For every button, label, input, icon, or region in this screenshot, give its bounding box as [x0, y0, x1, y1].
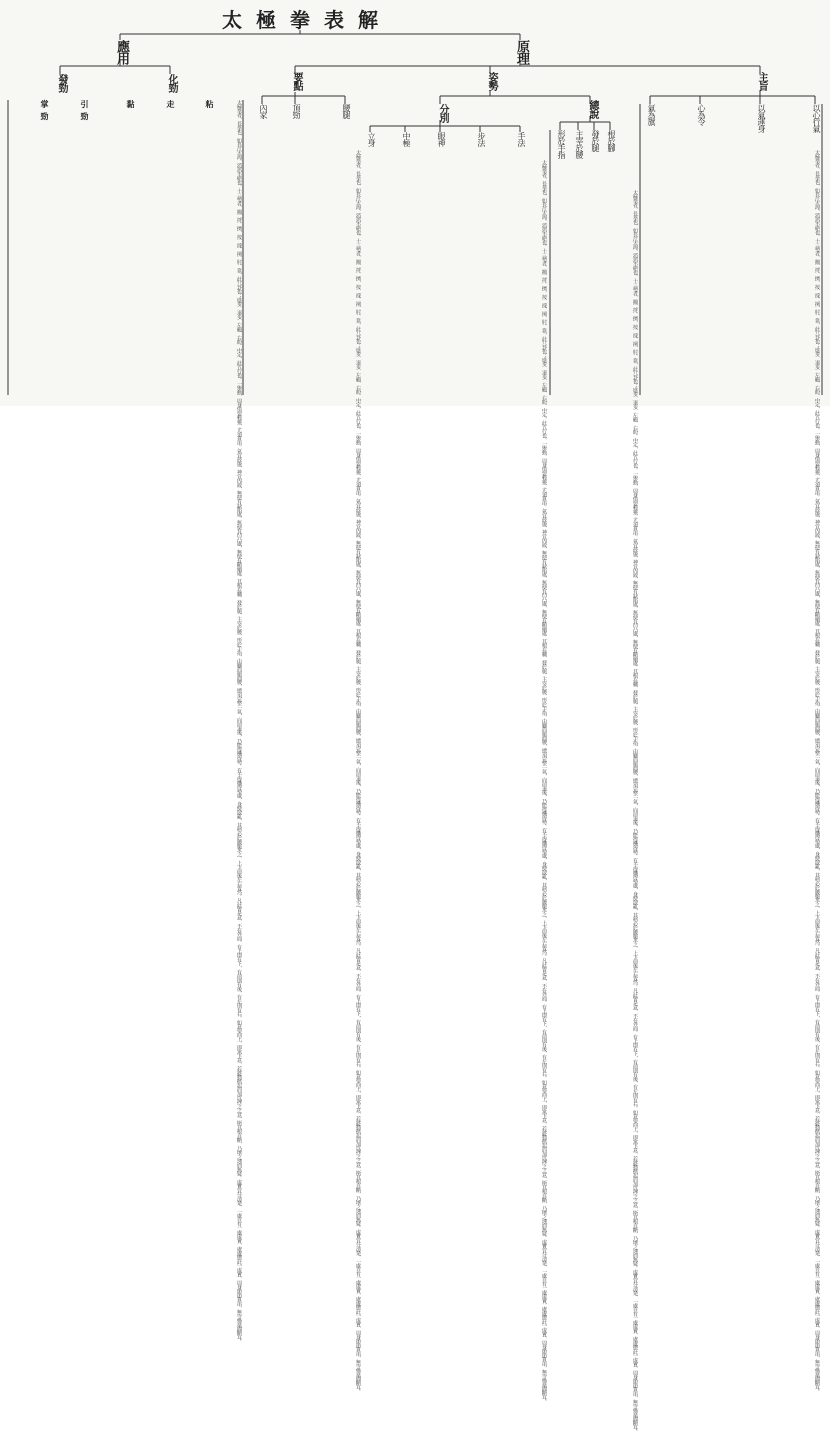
node-fenbie-1: 手法 [517, 132, 526, 146]
node-fenbie-2: 步法 [477, 132, 486, 146]
node-fajin: 發勁 [56, 74, 67, 92]
node-zongshuo-2: 發於腿 [591, 130, 600, 151]
node-fenbie-5: 立身 [367, 132, 376, 146]
body-text-zongshuo: 太極拳者，長拳也，如長江大海，滔滔不絕也。十三勢者，掤、捋、擠、按、採、挒、肘、靠，此八卦也；進步、退步、左顧、右盼、中定，此五行也。一舉動，周身俱要輕靈，尤須貫串。氣宜鼓盪，神宜內斂，無使有缺陷處，無使有凹凸處，無使有斷續處。其根在腳，發於腿，主宰於腰，形於手指，由腳而腿而腰，總須完整一氣，向前退後，乃能得機得勢。有不得機得勢處，身便散亂，其病必於腰腿求之，上下前後左右皆然。凡此皆是意，不在外面。有上即有下，有前則有後，有左則有右。如意要向上，即寓下意，若將物掀起而加以挫之之意，斯其根自斷，乃壞之速而無疑。虛實宜分清楚，一處自有一處虛實，處處總此一虛實，周身節節貫串，無令絲毫間斷耳。 [632, 190, 638, 1433]
node-fenbie-4: 中極 [402, 132, 411, 146]
node-yingyong: 應用 [114, 40, 129, 64]
node-zongshuo-1: 根於腳 [607, 130, 616, 151]
node-zhuzhi-3: 心為令 [697, 104, 706, 125]
body-text-zhuzhi: 太極拳者，長拳也，如長江大海，滔滔不絕也。十三勢者，掤、捋、擠、按、採、挒、肘、靠，此八卦也；進步、退步、左顧、右盼、中定，此五行也。一舉動，周身俱要輕靈，尤須貫串。氣宜鼓盪，神宜內斂，無使有缺陷處，無使有凹凸處，無使有斷續處。其根在腳，發於腿，主宰於腰，形於手指，由腳而腿而腰，總須完整一氣，向前退後，乃能得機得勢。有不得機得勢處，身便散亂，其病必於腰腿求之，上下前後左右皆然。凡此皆是意，不在外面。有上即有下，有前則有後，有左則有右。如意要向上，即寓下意，若將物掀起而加以挫之之意，斯其根自斷，乃壞之速而無疑。虛實宜分清楚，一處自有一處虛實，處處總此一虛實，周身節節貫串，無令絲毫間斷耳。 [814, 150, 820, 1394]
label-zou: 走 [166, 100, 176, 107]
node-yuanli: 原理 [514, 40, 529, 64]
label-nian: 粘 [205, 100, 215, 107]
node-huajin: 化勁 [166, 74, 177, 92]
diagram-title: 太極拳表解 [222, 8, 392, 32]
node-yaodian-2: 頂勁 [292, 104, 301, 118]
node-zishi: 姿勢 [486, 72, 497, 90]
node-zhuzhi-2: 以氣運身 [757, 104, 766, 132]
node-yaodian-3: 腰腿 [342, 104, 351, 118]
node-zongshuo-4: 形於手指 [557, 130, 566, 158]
label-jin-2: 勁 [80, 112, 90, 119]
label-jin-1: 勁 [40, 112, 50, 119]
label-zhang: 掌 [40, 100, 50, 107]
body-text-yaodian: 太極拳者，長拳也，如長江大海，滔滔不絕也。十三勢者，掤、捋、擠、按、採、挒、肘、靠，此八卦也；進步、退步、左顧、右盼、中定，此五行也。一舉動，周身俱要輕靈，尤須貫串。氣宜鼓盪，神宜內斂，無使有缺陷處，無使有凹凸處，無使有斷續處。其根在腳，發於腿，主宰於腰，形於手指，由腳而腿而腰，總須完整一氣，向前退後，乃能得機得勢。有不得機得勢處，身便散亂，其病必於腰腿求之，上下前後左右皆然。凡此皆是意，不在外面。有上即有下，有前則有後，有左則有右。如意要向上，即寓下意，若將物掀起而加以挫之之意，斯其根自斷，乃壞之速而無疑。虛實宜分清楚，一處自有一處虛實，處處總此一虛實，周身節節貫串，無令絲毫間斷耳。 [355, 150, 361, 1394]
node-yaodian-1: 內家 [259, 104, 268, 118]
label-yin: 引 [80, 100, 90, 107]
body-text-fenbie: 太極拳者，長拳也，如長江大海，滔滔不絕也。十三勢者，掤、捋、擠、按、採、挒、肘、靠，此八卦也；進步、退步、左顧、右盼、中定，此五行也。一舉動，周身俱要輕靈，尤須貫串。氣宜鼓盪，神宜內斂，無使有缺陷處，無使有凹凸處，無使有斷續處。其根在腳，發於腿，主宰於腰，形於手指，由腳而腿而腰，總須完整一氣，向前退後，乃能得機得勢。有不得機得勢處，身便散亂，其病必於腰腿求之，上下前後左右皆然。凡此皆是意，不在外面。有上即有下，有前則有後，有左則有右。如意要向上，即寓下意，若將物掀起而加以挫之之意，斯其根自斷，乃壞之速而無疑。虛實宜分清楚，一處自有一處虛實，處處總此一虛實，周身節節貫串，無令絲毫間斷耳。 [541, 160, 547, 1404]
node-zhuzhi: 主旨 [756, 72, 767, 90]
node-zongshuo: 總說 [587, 100, 598, 118]
label-nian-2: 黏 [126, 100, 136, 107]
node-zongshuo-3: 主宰於腰 [575, 130, 584, 158]
node-zhuzhi-4: 氣為旗 [647, 104, 656, 125]
body-text-yingyong: 太極拳者，長拳也，如長江大海，滔滔不絕也。十三勢者，掤、捋、擠、按、採、挒、肘、靠，此八卦也；進步、退步、左顧、右盼、中定，此五行也。一舉動，周身俱要輕靈，尤須貫串。氣宜鼓盪，神宜內斂，無使有缺陷處，無使有凹凸處，無使有斷續處。其根在腳，發於腿，主宰於腰，形於手指，由腳而腿而腰，總須完整一氣，向前退後，乃能得機得勢。有不得機得勢處，身便散亂，其病必於腰腿求之，上下前後左右皆然。凡此皆是意，不在外面。有上即有下，有前則有後，有左則有右。如意要向上，即寓下意，若將物掀起而加以挫之之意，斯其根自斷，乃壞之速而無疑。虛實宜分清楚，一處自有一處虛實，處處總此一虛實，周身節節貫串，無令絲毫間斷耳。 [236, 100, 242, 1344]
node-fenbie: 分別 [437, 104, 448, 122]
node-zhuzhi-1: 以心行氣 [812, 104, 821, 132]
node-fenbie-3: 眼神 [437, 132, 446, 146]
node-yaodian: 要點 [291, 72, 302, 90]
